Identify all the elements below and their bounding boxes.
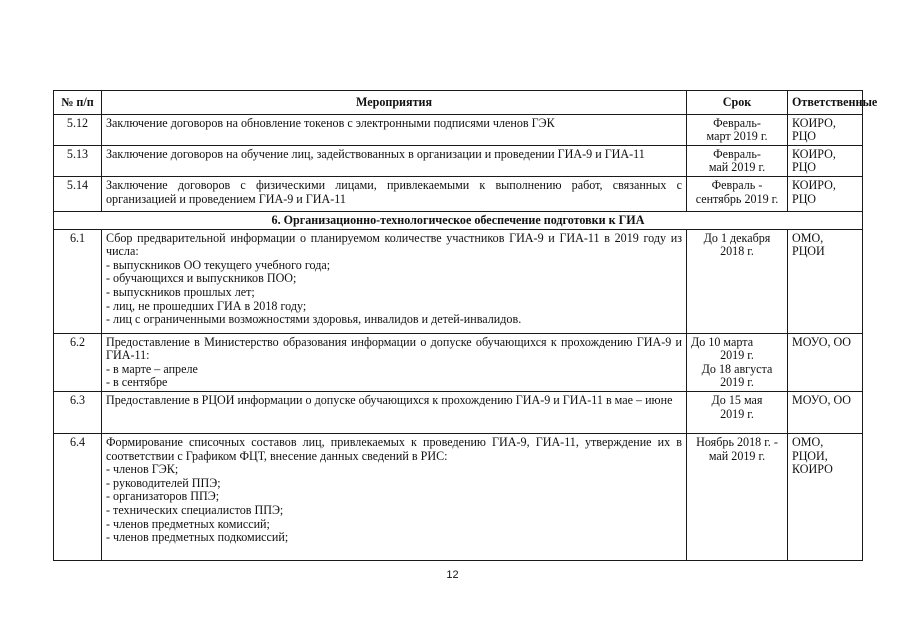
activity-text: Сбор предварительной информации о планируемом количестве участников ГИА-9 и ГИА-11 в 2019 году из числа:	[106, 230, 682, 259]
term-text: 2019 г.	[720, 375, 754, 390]
term-text: До 15 мая	[711, 392, 763, 407]
section-row	[54, 211, 863, 229]
cell-activity	[102, 229, 687, 333]
cell-responsible	[788, 145, 863, 176]
cell-activity	[102, 145, 687, 176]
term-text: Февраль -	[711, 177, 763, 192]
activity-text: - технических специалистов ППЭ;	[106, 502, 284, 517]
activity-text: - выпускников ОО текущего учебного года;	[106, 257, 331, 272]
cell-responsible	[788, 333, 863, 391]
term-text: май 2019 г.	[708, 160, 766, 175]
cell-activity	[102, 114, 687, 145]
activity-text: Заключение договоров на обучение лиц, задействованных в организации и проведении ГИА-9 и ГИА-11	[106, 146, 645, 161]
row-number: 5.14	[54, 176, 102, 211]
responsible-text: МОУО, ОО	[792, 334, 852, 349]
table-row	[54, 391, 863, 433]
table-row	[54, 176, 863, 211]
cell-responsible	[788, 391, 863, 433]
responsible-text: ОМО, РЦОИ,	[792, 434, 828, 463]
term-text: 2018 г.	[720, 244, 754, 259]
term-text: До 1 декабря	[703, 230, 771, 245]
cell-term	[687, 145, 788, 176]
page-number: 12	[446, 569, 459, 581]
row-number: 6.1	[54, 229, 102, 333]
table-row	[54, 114, 863, 145]
cell-activity	[102, 391, 687, 433]
row-number: 6.4	[54, 433, 102, 560]
responsible-text: ОМО, РЦОИ	[792, 230, 825, 259]
cell-term	[687, 114, 788, 145]
term-text: До 10 марта	[691, 334, 754, 349]
header-num: № п/п	[54, 91, 102, 115]
term-text: До 18 августа	[701, 361, 773, 376]
row-number: 6.3	[54, 391, 102, 433]
table-row	[54, 229, 863, 333]
cell-responsible	[788, 114, 863, 145]
term-text: май 2019 г.	[708, 448, 766, 463]
cell-responsible	[788, 433, 863, 560]
table-row	[54, 145, 863, 176]
table-row	[54, 433, 863, 560]
activity-text: Предоставление в Министерство образования информации о допуске обучающихся к прохождению ГИА-9 и ГИА-11:	[106, 334, 682, 363]
activity-text: - организаторов ППЭ;	[106, 489, 220, 504]
activity-text: - членов предметных комиссий;	[106, 516, 270, 531]
activity-table	[53, 90, 878, 561]
table-row	[54, 333, 863, 391]
responsible-text: КОИРО, РЦО	[792, 115, 836, 144]
activity-text: - лиц, не прошедших ГИА в 2018 году;	[106, 298, 307, 313]
cell-activity	[102, 176, 687, 211]
cell-term	[687, 391, 788, 433]
term-text: март 2019 г.	[706, 129, 768, 144]
section-6-heading	[54, 211, 863, 229]
section-title: 6. Организационно-технологическое обеспечение подготовки к ГИА	[54, 211, 863, 229]
activity-text: Заключение договоров с физическими лицами, привлекаемыми к выполнению работ, связанных с организацией и проведением ГИА-9 и ГИА-11	[106, 177, 682, 206]
activity-text: Формирование списочных составов лиц, привлекаемых к проведению ГИА-9, ГИА-11, утверждение их в соответствии с Графиком ФЦТ, внесение данных сведений в РИС:	[106, 434, 682, 463]
responsible-text: КОИРО, РЦО	[792, 177, 836, 206]
activity-text: Предоставление в РЦОИ информации о допуске обучающихся к прохождению ГИА-9 и ГИА-11 в мае – июне	[106, 392, 673, 407]
cell-activity	[102, 333, 687, 391]
term-text: 2019 г.	[720, 406, 754, 421]
activity-text: - членов предметных подкомиссий;	[106, 530, 289, 545]
responsible-text: КОИРО	[792, 462, 833, 477]
activity-text: - лиц с ограниченными возможностями здоровья, инвалидов и детей-инвалидов.	[106, 312, 522, 327]
activity-text: - руководителей ППЭ;	[106, 475, 221, 490]
cell-responsible	[788, 229, 863, 333]
activity-text: - обучающихся и выпускников ПОО;	[106, 271, 297, 286]
row-number: 6.2	[54, 333, 102, 391]
header-responsible: Ответственные	[788, 91, 863, 115]
activity-text: - выпускников прошлых лет;	[106, 284, 255, 299]
section-6-rows	[54, 229, 863, 560]
cell-term	[687, 433, 788, 560]
cell-term	[687, 229, 788, 333]
row-number: 5.12	[54, 114, 102, 145]
responsible-text: МОУО, ОО	[792, 392, 852, 407]
activity-text: - членов ГЭК;	[106, 462, 179, 477]
term-text: Ноябрь 2018 г. -	[696, 434, 778, 449]
term-text: 2019 г.	[720, 348, 754, 363]
term-text: Февраль-	[713, 146, 761, 161]
activity-text: - в марте – апреле	[106, 361, 198, 376]
responsible-text: КОИРО, РЦО	[792, 146, 836, 175]
activity-text: - в сентябре	[106, 375, 168, 390]
cell-responsible	[788, 176, 863, 211]
activity-text: Заключение договоров на обновление токенов с электронными подписями членов ГЭК	[106, 115, 555, 130]
section-5-rows	[54, 114, 863, 211]
row-number: 5.13	[54, 145, 102, 176]
table-header-row	[54, 91, 863, 115]
header-activity: Мероприятия	[102, 91, 687, 115]
term-text: Февраль-	[713, 115, 761, 130]
header-term: Срок	[687, 91, 788, 115]
term-text: сентябрь 2019 г.	[695, 191, 779, 206]
cell-term	[687, 176, 788, 211]
cell-term	[687, 333, 788, 391]
cell-activity	[102, 433, 687, 560]
